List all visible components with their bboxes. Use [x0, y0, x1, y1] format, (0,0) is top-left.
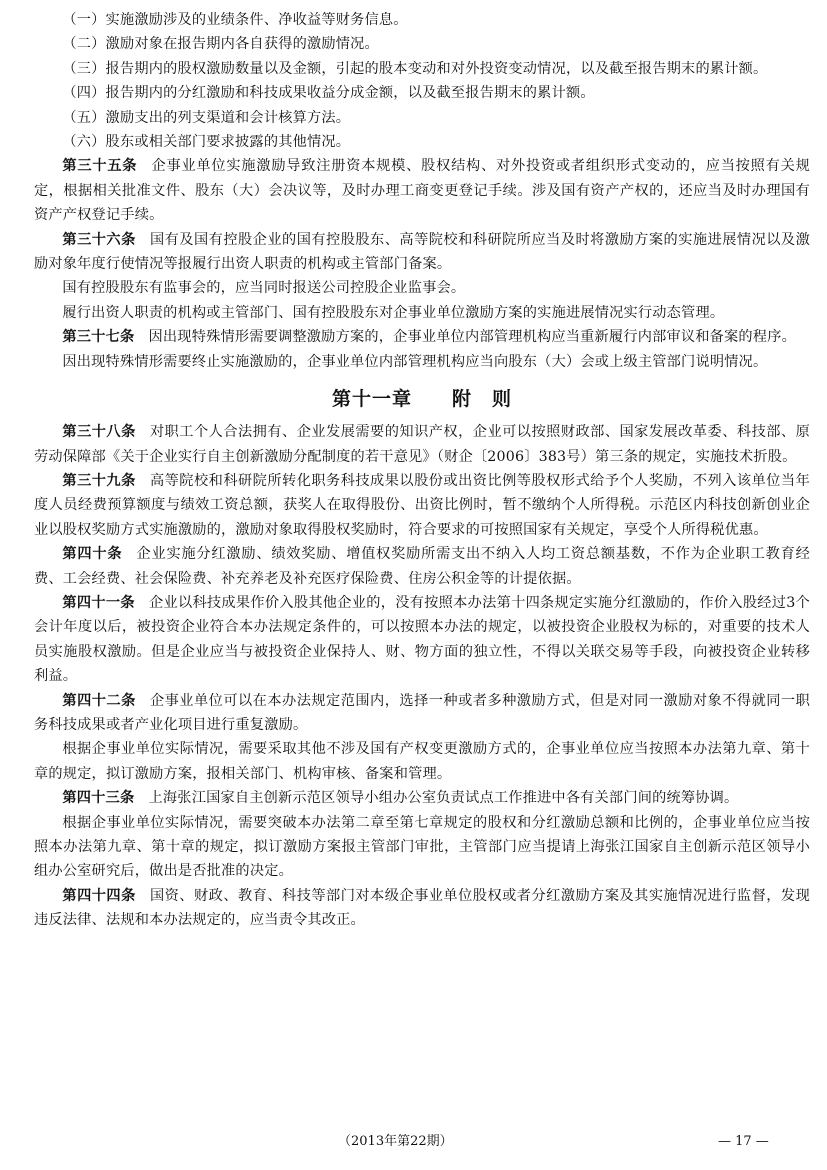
- paragraph-text: （六）股东或相关部门要求披露的其他情况。: [62, 134, 351, 151]
- paragraph: [34, 228, 810, 277]
- paragraph-text: （二）激励对象在报告期内各自获得的激励情况。: [62, 36, 379, 53]
- article-number: 第三十九条: [62, 472, 136, 489]
- paragraph: [34, 32, 810, 56]
- paragraph: [34, 130, 810, 154]
- document-body: [34, 8, 810, 933]
- paragraph-text: （四）报告期内的分红激励和科技成果收益分成金额，以及截至报告期末的累计额。: [62, 85, 595, 102]
- article-number: 第四十二条: [62, 692, 136, 709]
- paragraph-text: （三）报告期内的股权激励数量以及金额，引起的股本变动和对外投资变动情况，以及截至报告期末的累计额。: [62, 60, 768, 77]
- paragraph-text: 企业以科技成果作价入股其他企业的，没有按照本办法第十四条规定实施分红激励的，作价入股经过3个会计年度以后，被投资企业符合本办法规定条件的，可以按照本办法的规定，以被投资企业股权为标的，对重要的技术人员实施股权激励。但是企业应当与被投资企业保持人、财、物方面的独立性，不得以关联交易等手段，向被投资企业转移利益。: [34, 594, 810, 685]
- paragraph: [34, 689, 810, 738]
- paragraph-text: 上海张江国家自主创新示范区领导小组办公室负责试点工作推进中各有关部门间的统筹协调。: [148, 790, 739, 807]
- chapter-number: 第十一章: [331, 388, 412, 411]
- article-number: 第四十四条: [62, 887, 136, 904]
- paragraph-text: 企事业单位可以在本办法规定范围内，选择一种或者多种激励方式，但是对同一激励对象不得就同一职务科技成果或者产业化项目进行重复激励。: [34, 692, 810, 733]
- paragraph: [34, 737, 810, 786]
- paragraph: [34, 8, 810, 32]
- paragraph-text: 根据企事业单位实际情况，需要采取其他不涉及国有产权变更激励方式的，企事业单位应当按照本办法第九章、第十章的规定，拟订激励方案，报相关部门、机构审核、备案和管理。: [34, 741, 810, 782]
- page-number: — 17 —: [718, 1134, 769, 1149]
- article-number: 第四十三条: [62, 790, 135, 807]
- paragraph: [34, 301, 810, 325]
- paragraph-text: 因出现特殊情形需要终止实施激励的，企事业单位内部管理机构应当向股东（大）会或上级主管部门说明情况。: [62, 353, 768, 370]
- article-number: 第三十五条: [62, 158, 138, 175]
- paragraph-text: 国有控股股东有监事会的，应当同时报送公司控股企业监事会。: [62, 280, 466, 297]
- paragraph-text: （五）激励支出的列支渠道和会计核算方法。: [62, 109, 351, 126]
- paragraph: [34, 57, 810, 81]
- section-chapter-11: [34, 420, 810, 933]
- issue-label: （2013年第22期）: [338, 1134, 453, 1149]
- paragraph-text: 高等院校和科研院所转化职务科技成果以股份或出资比例等股权形式给予个人奖励，不列入该单位当年度人员经费预算额度与绩效工资总额，获奖人在取得股份、出资比例时，暂不缴纳个人所得税。示范区内科技创新创业企业以股权奖励方式实施激励的，激励对象取得股权奖励时，符合要求的可按照国家有关规定，享受个人所得税优惠。: [34, 472, 810, 538]
- paragraph: [34, 276, 810, 300]
- paragraph-text: 国资、财政、教育、科技等部门对本级企事业单位股权或者分红激励方案及其实施情况进行监督，发现违反法律、法规和本办法规定的，应当责令其改正。: [34, 887, 810, 929]
- paragraph-text: （一）实施激励涉及的业绩条件、净收益等财务信息。: [62, 12, 408, 28]
- paragraph: [34, 469, 810, 542]
- paragraph-text: 企事业单位实施激励导致注册资本规模、股权结构、对外投资或者组织形式变动的，应当按照有关规定，根据相关批准文件、股东（大）会决议等，及时办理工商变更登记手续。涉及国有资产产权的，还应当及时办理国有资产产权登记手续。: [34, 158, 810, 224]
- paragraph: [34, 786, 810, 810]
- paragraph: [34, 542, 810, 591]
- paragraph-text: 因出现特殊情形需要调整激励方案的，企事业单位内部管理机构应当重新履行内部审议和备案的程序。: [148, 329, 796, 346]
- paragraph-text: 企业实施分红激励、绩效奖励、增值权奖励所需支出不纳入人均工资总额基数，不作为企业职工教育经费、工会经费、社会保险费、补充养老及补充医疗保险费、住房公积金等的计提依据。: [34, 546, 810, 587]
- paragraph: [34, 884, 810, 933]
- section-before-chapter: [34, 8, 810, 374]
- paragraph-text: 对职工个人合法拥有、企业发展需要的知识产权，企业可以按照财政部、国家发展改革委、科技部、原劳动保障部《关于企业实行自主创新激励分配制度的若干意见》（财企〔2006〕383号）第三条的规定，实施技术折股。: [34, 424, 810, 465]
- paragraph: [34, 325, 810, 349]
- page-footer: [0, 1130, 827, 1154]
- article-number: 第三十八条: [62, 424, 136, 441]
- paragraph: [34, 154, 810, 227]
- paragraph: [34, 811, 810, 884]
- paragraph-text: 国有及国有控股企业的国有控股股东、高等院校和科研院所应当及时将激励方案的实施进展情况以及激励对象年度行使情况等报履行出资人职责的机构或主管部门备案。: [34, 231, 810, 273]
- article-number: 第四十条: [62, 546, 123, 563]
- paragraph-text: 根据企事业单位实际情况，需要突破本办法第二章至第七章规定的股权和分红激励总额和比例的，企事业单位应当按照本办法第九章、第十章的规定，拟订激励方案报主管部门审批，主管部门应当提请上海张江国家自主创新示范区领导小组办公室研究后，做出是否批准的决定。: [34, 814, 810, 880]
- paragraph: [34, 81, 810, 105]
- article-number: 第四十一条: [62, 594, 135, 611]
- article-number: 第三十七条: [62, 329, 135, 346]
- paragraph: [34, 420, 810, 469]
- article-number: 第三十六条: [62, 231, 136, 248]
- chapter-title: 附 则: [452, 388, 513, 411]
- paragraph: [34, 106, 810, 130]
- paragraph: [34, 350, 810, 374]
- paragraph-text: 履行出资人职责的机构或主管部门、国有控股股东对企事业单位激励方案的实施进展情况实行动态管理。: [62, 304, 725, 321]
- chapter-heading: [34, 384, 810, 414]
- paragraph: [34, 591, 810, 689]
